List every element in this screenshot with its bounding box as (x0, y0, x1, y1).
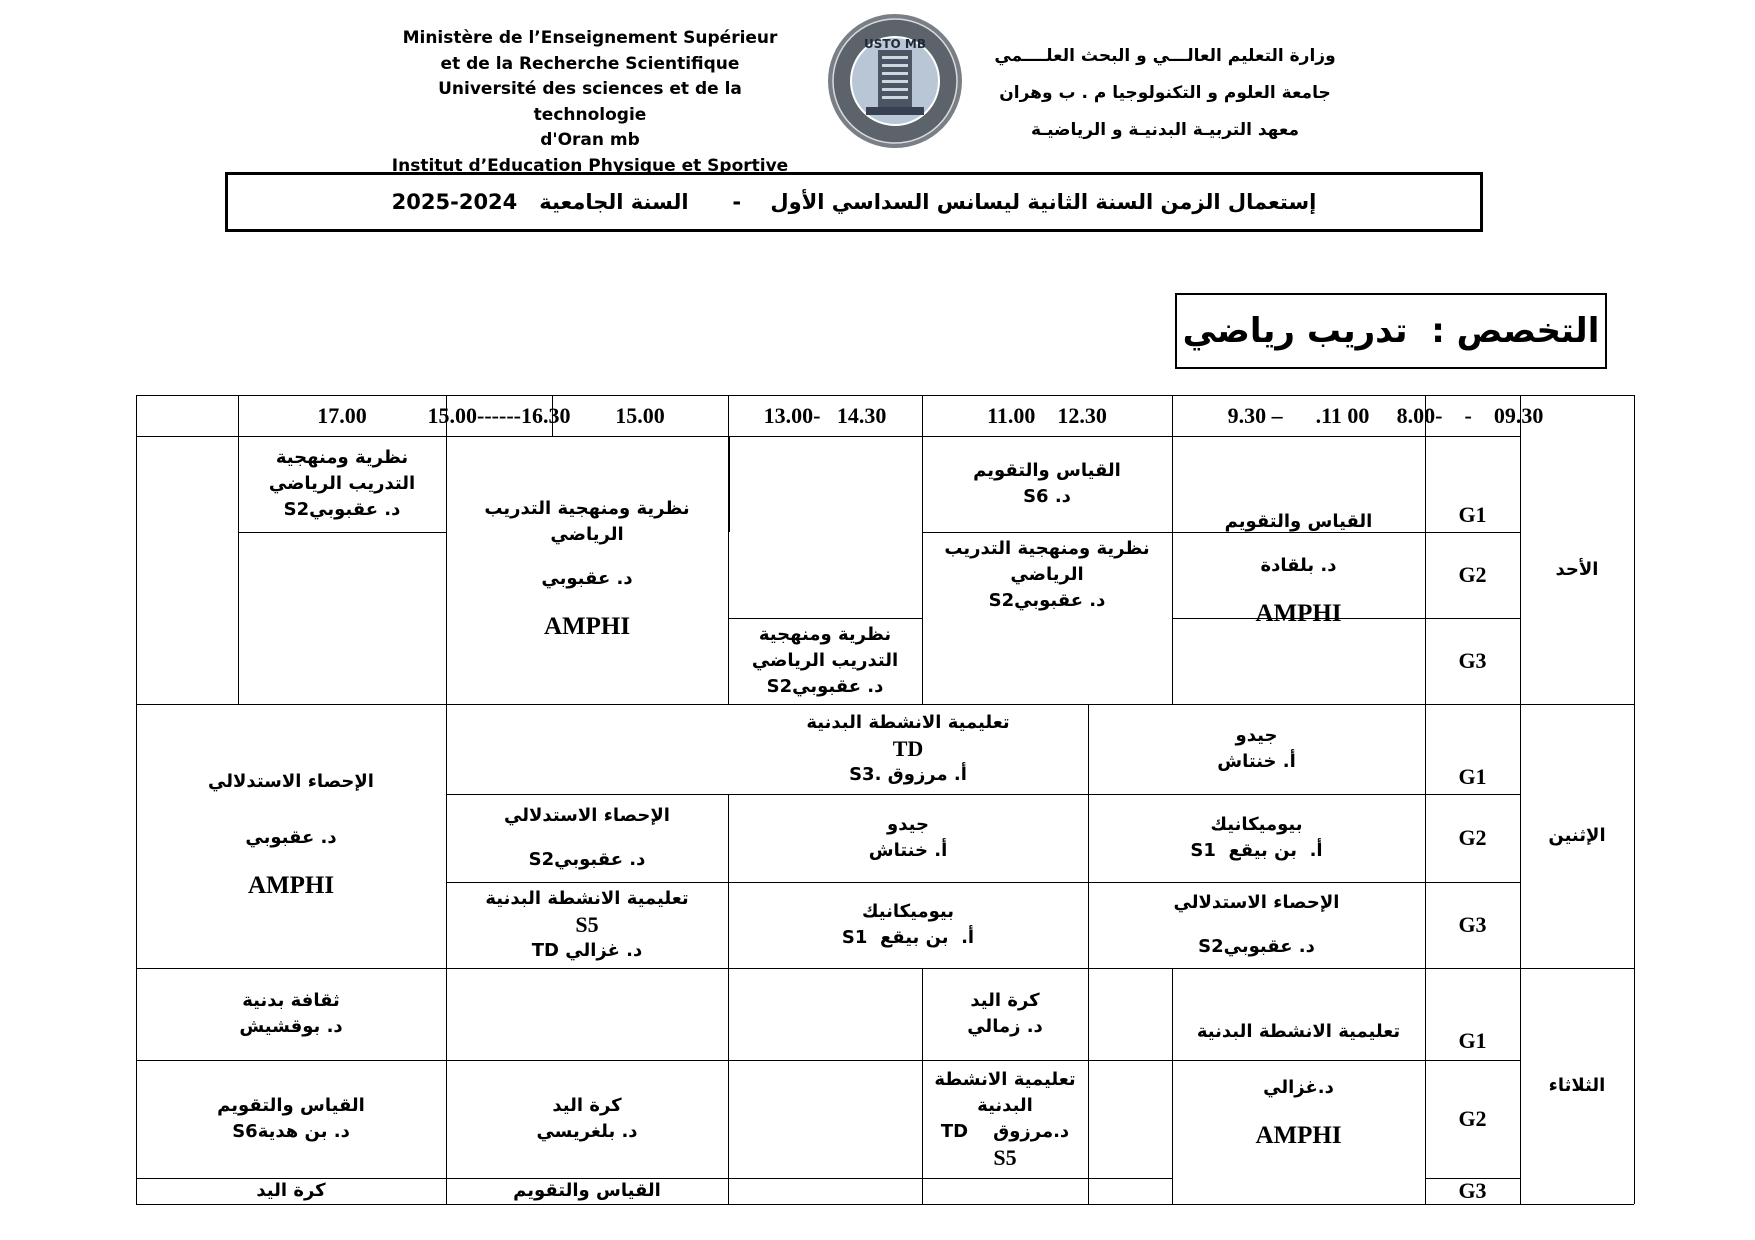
time-header-cell (552, 395, 728, 436)
course-name: القياس والتقويم (1224, 511, 1373, 532)
course-cell (1088, 704, 1425, 794)
course-name: التدريب الرياضي (751, 650, 899, 671)
group-label (1425, 618, 1520, 704)
schedule-title: إستعمال الزمن السنة الثانية ليسانس السداسي الأول - السنة الجامعية 2024-2025 (225, 172, 1483, 232)
course-cell (728, 882, 1088, 968)
header-fr-line: Institut d’Education Physique et Sportive (391, 155, 789, 176)
course-name: ثقافة بدنية (242, 990, 340, 1011)
time-label: 15.00------16.30 (427, 402, 571, 428)
teacher-name: د.مرزوق TD (940, 1121, 1070, 1142)
logo-text: USTO MB (863, 37, 927, 51)
teacher-name: د. غزالي TD (531, 940, 643, 961)
v-rule (1634, 395, 1635, 1204)
course-name: القياس والتقويم (513, 1180, 661, 1201)
teacher-name: د. عقبوبيS2 (988, 590, 1106, 611)
header-fr-line: Université des sciences et de la technologie (438, 79, 742, 125)
group-name: G1 (1458, 764, 1487, 789)
group-name: G3 (1458, 648, 1487, 673)
course-cell (238, 436, 446, 532)
time-label: 8.00- - 09.30 (1396, 402, 1544, 428)
course-name: تعليمية الانشطة البدنية (1196, 1021, 1401, 1042)
teacher-name: د. عقبوبيS2 (528, 849, 646, 870)
course-name: كرة اليد (970, 990, 1040, 1011)
teacher-name: د. عقبوبي (541, 568, 633, 589)
course-cell (136, 704, 446, 968)
group-name: G1 (1458, 1028, 1487, 1053)
group-name: G1 (1458, 502, 1487, 527)
course-name: تعليمية الانشطة (934, 1069, 1076, 1090)
h-rule (238, 532, 446, 533)
course-name: نظرية ومنهجية (275, 447, 409, 468)
time-header-cell (1396, 395, 1544, 436)
course-name: تعليمية الانشطة البدنية (806, 712, 1010, 733)
teacher-name: د.غزالي (1263, 1077, 1334, 1098)
course-cell (1088, 882, 1425, 968)
teacher-name: د. عقبوبيS2 (283, 499, 401, 520)
course-name: القياس والتقويم (217, 1095, 365, 1116)
course-cell (728, 618, 922, 704)
course-cell (136, 1178, 446, 1204)
teacher-name: أ. مرزوق .S3 (849, 764, 967, 785)
teacher-name: د. بلقادة (1260, 555, 1337, 576)
course-cell (1088, 794, 1425, 882)
time-label: 13.00- 14.30 (763, 402, 887, 428)
day-label (1520, 436, 1634, 704)
group-label (1425, 882, 1520, 968)
day-name: الثلاثاء (1548, 1075, 1606, 1096)
course-name: نظرية ومنهجية التدريب (484, 498, 690, 519)
course-type: TD (892, 736, 924, 761)
time-header-cell (427, 395, 571, 436)
teacher-name: د. عقبوبيS2 (1198, 936, 1315, 957)
teacher-name: أ. بن بيقع S1 (1190, 840, 1323, 861)
course-name: بيوميكانيك (862, 901, 954, 922)
course-name: الإحصاء الاستدلالي (208, 771, 374, 792)
teacher-name: د. عقبوبي (245, 827, 337, 848)
course-name: القياس والتقويم (973, 460, 1121, 481)
time-label: 9.30 – .11 00 (1227, 402, 1370, 428)
teacher-name: د. بلغريسي (536, 1121, 638, 1142)
course-cell (728, 704, 1088, 794)
time-header-cell (922, 395, 1172, 436)
course-cell (1172, 436, 1425, 704)
course-cell (136, 1060, 446, 1178)
course-name: نظرية ومنهجية التدريب (944, 538, 1150, 559)
day-name: الأحد (1555, 559, 1599, 580)
course-name: البدنية (977, 1095, 1033, 1116)
course-name: جيدو (887, 814, 929, 835)
header-fr-line: et de la Recherche Scientifique (440, 53, 740, 74)
teacher-name: د. بن هديةS6 (232, 1121, 350, 1142)
room-label: S5 (575, 912, 599, 937)
header-ar-line: جامعة العلوم و التكنولوجيا م . ب وهران (999, 83, 1331, 103)
course-name: الرياضي (1010, 564, 1084, 585)
teacher-name: د. زمالي (967, 1016, 1043, 1037)
day-label (1520, 704, 1634, 968)
group-label (1425, 436, 1520, 532)
time-label: 17.00 (317, 402, 367, 428)
course-cell (922, 1060, 1088, 1178)
teacher-name: د. S6 (1023, 486, 1071, 507)
course-name: الإحصاء الاستدلالي (1173, 892, 1340, 913)
group-label (1425, 532, 1520, 618)
day-label (1520, 968, 1634, 1204)
course-name: بيوميكانيك (1210, 814, 1303, 835)
course-cell (446, 436, 728, 704)
course-cell (446, 1060, 728, 1178)
course-name: كرة اليد (552, 1095, 622, 1116)
group-label (1425, 704, 1520, 794)
time-header-cell (728, 395, 922, 436)
specialty-label: التخصص : تدريب رياضي (1175, 293, 1607, 369)
header-ar-line: معهد التربيـة البدنيـة و الرياضيـة (1030, 120, 1300, 140)
v-rule (1088, 968, 1089, 1204)
teacher-name: د. عقبوبيS2 (766, 676, 884, 697)
room-label: AMPHI (1255, 1122, 1342, 1149)
course-name: نظرية ومنهجية (758, 624, 892, 645)
day-name: الإثنين (1548, 825, 1606, 846)
course-name: الرياضي (550, 524, 624, 545)
time-header-cell (1172, 395, 1425, 436)
course-name: الإحصاء الاستدلالي (504, 805, 670, 826)
teacher-name: أ. بن بيقع S1 (841, 927, 975, 948)
teacher-name: د. بوقشيش (239, 1016, 343, 1037)
room-label: AMPHI (543, 613, 631, 640)
group-label (1425, 1060, 1520, 1178)
h-rule (136, 1204, 1634, 1205)
course-cell (922, 968, 1088, 1060)
course-name: كرة اليد (256, 1180, 326, 1201)
time-label: 15.00 (615, 402, 665, 428)
room-label: AMPHI (1255, 600, 1342, 627)
course-cell (922, 436, 1172, 532)
group-name: G2 (1458, 1106, 1487, 1131)
course-name: جيدو (1235, 725, 1278, 746)
time-label: 11.00 12.30 (987, 402, 1107, 428)
header-ar-line: وزارة التعليم العالـــي و البحث العلــــمي (994, 46, 1336, 66)
course-name: التدريب الرياضي (268, 473, 416, 494)
group-name: G3 (1458, 912, 1487, 937)
course-cell (446, 1178, 728, 1204)
course-name: تعليمية الانشطة البدنية (485, 888, 689, 909)
group-name: G2 (1458, 825, 1487, 850)
header-fr-line: d'Oran mb (540, 130, 640, 150)
room-label: S5 (993, 1145, 1017, 1170)
group-label (1425, 968, 1520, 1060)
time-header-cell (136, 395, 238, 436)
v-rule (728, 968, 729, 1204)
group-label (1425, 1178, 1520, 1204)
course-cell (728, 794, 1088, 882)
room-label: AMPHI (247, 872, 335, 899)
course-cell (446, 882, 728, 968)
group-name: G2 (1458, 562, 1487, 587)
group-label (1425, 794, 1520, 882)
time-header-cell (238, 395, 446, 436)
teacher-name: أ. خنتاش (1217, 751, 1296, 772)
course-cell (446, 794, 728, 882)
v-rule (728, 436, 730, 532)
course-cell (1172, 968, 1425, 1204)
course-cell (136, 968, 446, 1060)
header-fr-line: Ministère de l’Enseignement Supérieur (402, 28, 778, 48)
course-cell (922, 532, 1172, 618)
group-name: G3 (1458, 1178, 1487, 1203)
teacher-name: أ. خنتاش (868, 840, 948, 861)
